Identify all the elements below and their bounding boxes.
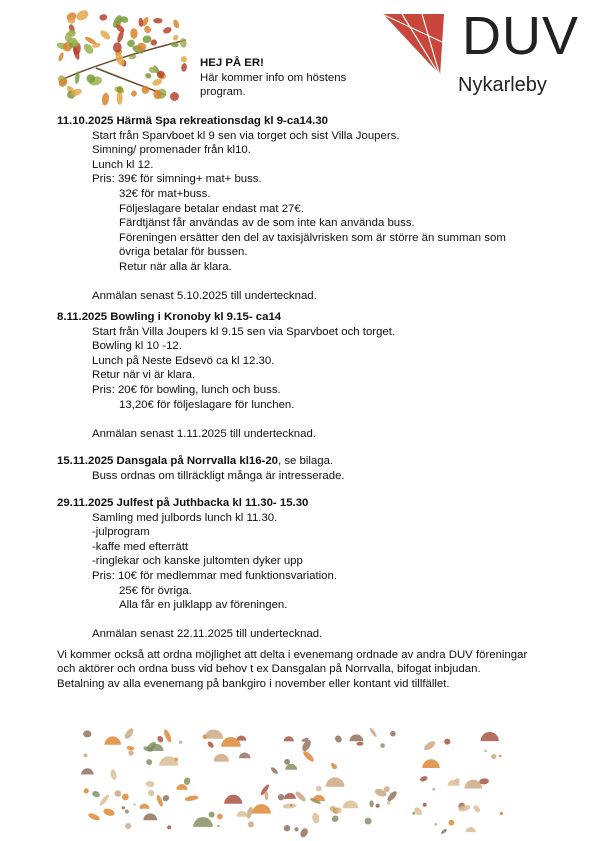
leaf-shape bbox=[117, 92, 123, 105]
pattern-umbrella-shape bbox=[104, 736, 121, 744]
pattern-umbrella-shape bbox=[237, 811, 248, 817]
pattern-leaf-shape bbox=[369, 728, 378, 738]
event-line: Lunch kl 12. bbox=[92, 158, 154, 171]
pattern-leaf-shape bbox=[369, 800, 373, 807]
footer-payment: Betalning av alla evenemang på bankgiro i november eller kontant vid tillfället. bbox=[57, 677, 450, 690]
leaf-shape bbox=[162, 26, 172, 35]
event-price-line: Föreningen ersätter den del av taxisjälvrisken som är större än summan som bbox=[119, 231, 506, 244]
pattern-leaf-shape bbox=[206, 740, 214, 749]
event-price-line: Följeslagare betalar endast mat 27€. bbox=[119, 202, 304, 215]
leaf-shape bbox=[180, 55, 188, 63]
pattern-leaf-shape bbox=[423, 739, 437, 752]
pattern-umbrella-shape bbox=[326, 777, 345, 786]
pattern-dot-shape bbox=[434, 823, 437, 826]
event-heading: 11.10.2025 Härmä Spa rekreationsdag kl 9-ca14.30 bbox=[57, 115, 329, 127]
leaf-shape bbox=[130, 28, 138, 39]
event-price: Pris: 10€ för medlemmar med funktionsvariation. bbox=[92, 569, 337, 582]
pattern-dot-shape bbox=[390, 731, 396, 737]
leaf-shape bbox=[99, 14, 108, 21]
pattern-leaf-shape bbox=[163, 728, 173, 743]
pattern-umbrella-shape bbox=[193, 817, 213, 827]
leaf-shape bbox=[144, 72, 152, 79]
pattern-leaf-shape bbox=[98, 793, 110, 806]
pattern-leaf-shape bbox=[146, 781, 155, 787]
pattern-leaf-shape bbox=[83, 730, 92, 737]
leaf-shape bbox=[116, 30, 125, 43]
pattern-dot-shape bbox=[84, 753, 88, 757]
pattern-leaf-shape bbox=[472, 804, 481, 813]
pattern-dot-shape bbox=[217, 825, 219, 827]
pattern-dot-shape bbox=[128, 750, 133, 755]
pattern-dot-shape bbox=[412, 812, 415, 815]
event-line: Start från Villa Joupers kl 9.15 sen via Sparvboet och torget. bbox=[92, 325, 396, 338]
event-line: Buss ordnas om tillräckligt många är intresserade. bbox=[92, 469, 345, 482]
pattern-dot-shape bbox=[284, 825, 290, 831]
autumn-leaves-illustration bbox=[56, 10, 194, 106]
footer-text bbox=[57, 648, 542, 691]
event-line: Lunch på Neste Edsevö ca kl 12.30. bbox=[92, 354, 275, 367]
pattern-umbrella-shape bbox=[214, 754, 229, 762]
pattern-leaf-shape bbox=[413, 806, 424, 817]
event-line: Retur när vi är klara. bbox=[92, 369, 196, 382]
event-bowling bbox=[57, 310, 557, 441]
greeting-title: HEJ PÅ ER! bbox=[200, 57, 264, 69]
umbrella-logo-icon bbox=[380, 12, 458, 78]
logo-name: DUV bbox=[462, 6, 580, 66]
pattern-dot-shape bbox=[125, 809, 129, 813]
pattern-leaf-shape bbox=[356, 742, 363, 746]
event-price: Pris: 39€ för simning+ mat+ buss. bbox=[92, 173, 262, 186]
pattern-leaf-shape bbox=[440, 828, 447, 835]
event-line: Simning/ promenader från kl10. bbox=[92, 144, 251, 157]
pattern-dot-shape bbox=[115, 790, 122, 797]
pattern-leaf-shape bbox=[161, 794, 170, 803]
pattern-umbrella-shape bbox=[313, 795, 325, 801]
greeting bbox=[200, 56, 380, 100]
pattern-dot-shape bbox=[284, 759, 290, 765]
leaf-shape bbox=[181, 63, 188, 72]
event-price-line: Färdtjänst får användas av de som inte kan använda buss. bbox=[119, 217, 415, 230]
event-line: Samling med julbords lunch kl 11.30. bbox=[92, 511, 278, 524]
leaf-shape bbox=[179, 38, 187, 49]
pattern-umbrella-shape bbox=[422, 759, 439, 768]
pattern-umbrella-shape bbox=[139, 804, 149, 809]
pattern-leaf-shape bbox=[294, 790, 307, 803]
pattern-dot-shape bbox=[387, 801, 391, 805]
pattern-dot-shape bbox=[290, 804, 292, 806]
pattern-dot-shape bbox=[122, 806, 125, 809]
event-registration: Anmälan senast 5.10.2025 till undertecknad. bbox=[92, 290, 317, 303]
event-price-line: Retur när alla är klara. bbox=[119, 260, 232, 273]
pattern-leaf-shape bbox=[443, 738, 451, 746]
pattern-umbrella-shape bbox=[481, 732, 499, 741]
pattern-leaf-shape bbox=[364, 817, 373, 825]
event-registration: Anmälan senast 1.11.2025 till undertecknad. bbox=[92, 427, 316, 440]
pattern-dot-shape bbox=[384, 786, 390, 792]
leaf-shape bbox=[172, 19, 180, 29]
pattern-leaf-shape bbox=[282, 803, 296, 809]
pattern-dot-shape bbox=[500, 812, 503, 815]
greeting-line: Här kommer info om höstens bbox=[200, 71, 347, 84]
pattern-umbrella-shape bbox=[176, 784, 187, 790]
event-price-line: 13,20€ för följeslagare för lunchen. bbox=[119, 398, 295, 411]
pattern-leaf-shape bbox=[270, 766, 279, 775]
leaf-shape bbox=[142, 35, 152, 44]
duv-logo bbox=[380, 6, 590, 100]
pattern-dot-shape bbox=[423, 803, 427, 807]
pattern-dot-shape bbox=[331, 763, 334, 766]
pattern-umbrella-shape bbox=[284, 736, 294, 741]
event-heading: 15.11.2025 Dansgala på Norrvalla kl16-20 bbox=[57, 455, 278, 467]
leaf-shape bbox=[130, 90, 137, 98]
logo-location: Nykarleby bbox=[458, 74, 547, 96]
event-line: Start från Sparvboet kl 9 sen via torget och sist Villa Joupers. bbox=[92, 129, 400, 142]
event-dansgala bbox=[57, 454, 557, 483]
pattern-leaf-shape bbox=[103, 807, 116, 817]
pattern-dot-shape bbox=[449, 820, 455, 826]
event-price-line: övriga betalar för bussen. bbox=[119, 246, 248, 259]
pattern-dot-shape bbox=[179, 741, 182, 744]
pattern-umbrella-shape bbox=[81, 768, 93, 774]
leaf-shape bbox=[143, 25, 153, 35]
pattern-leaf-shape bbox=[147, 788, 156, 797]
pattern-dot-shape bbox=[125, 823, 131, 829]
pattern-dot-shape bbox=[294, 827, 298, 831]
leaf-shape bbox=[153, 18, 162, 23]
pattern-dot-shape bbox=[380, 743, 385, 748]
pattern-dot-shape bbox=[122, 794, 129, 801]
pattern-leaf-shape bbox=[311, 812, 320, 824]
pattern-umbrella-shape bbox=[284, 793, 296, 799]
pattern-dot-shape bbox=[484, 750, 487, 753]
pattern-dot-shape bbox=[209, 812, 215, 818]
pattern-leaf-shape bbox=[299, 827, 310, 838]
pattern-leaf-shape bbox=[156, 735, 164, 744]
pattern-dot-shape bbox=[217, 814, 223, 820]
pattern-leaf-shape bbox=[419, 775, 428, 782]
leaf-shape bbox=[57, 52, 64, 62]
footer-paragraph: Vi kommer också att ordna möjlighet att delta i evenemang ordnade av andra DUV föreningar och aktörer och ordna buss vid behov t ex Dansgalan på Norrvalla, bifogat inbjudan. bbox=[57, 649, 528, 676]
pattern-leaf-shape bbox=[184, 795, 198, 802]
pattern-dot-shape bbox=[133, 803, 136, 806]
pattern-umbrella-shape bbox=[343, 800, 359, 808]
pattern-dot-shape bbox=[491, 754, 496, 759]
event-harma-spa bbox=[57, 114, 557, 304]
pattern-leaf-shape bbox=[123, 728, 135, 740]
pattern-umbrella-shape bbox=[143, 813, 157, 820]
pattern-leaf-shape bbox=[302, 750, 316, 763]
pattern-dot-shape bbox=[167, 825, 171, 829]
pattern-leaf-shape bbox=[183, 777, 191, 786]
event-heading: 29.11.2025 Julfest på Juthbacka kl 11.30- 15.30 bbox=[57, 497, 309, 509]
pattern-umbrella-shape bbox=[204, 729, 223, 738]
leaf-shape bbox=[82, 42, 95, 56]
event-line: -ringlekar och kanske jultomten dyker upp bbox=[92, 555, 303, 568]
event-line: Bowling kl 10 -12. bbox=[92, 340, 182, 353]
pattern-leaf-shape bbox=[145, 758, 153, 766]
pattern-leaf-shape bbox=[334, 734, 344, 744]
event-price-line: 32€ för mat+buss. bbox=[119, 187, 211, 200]
pattern-dot-shape bbox=[432, 788, 435, 791]
pattern-dot-shape bbox=[248, 821, 254, 827]
pattern-dot-shape bbox=[330, 806, 336, 812]
pattern-dot-shape bbox=[278, 794, 284, 800]
event-heading-suffix: , se bilaga. bbox=[278, 455, 334, 467]
leaf-shape bbox=[172, 34, 180, 42]
pattern-umbrella-shape bbox=[224, 795, 242, 804]
greeting-line: program. bbox=[200, 86, 246, 99]
pattern-leaf-shape bbox=[91, 790, 101, 798]
pattern-umbrella-shape bbox=[349, 734, 363, 741]
pattern-dot-shape bbox=[336, 807, 342, 813]
pattern-umbrella-shape bbox=[239, 752, 250, 758]
event-price-line: 25€ för övriga. bbox=[119, 584, 192, 597]
pattern-dot-shape bbox=[499, 755, 502, 758]
pattern-leaf-shape bbox=[87, 812, 100, 822]
leaf-shape bbox=[168, 90, 180, 102]
autumn-pattern-illustration bbox=[80, 728, 520, 838]
leaf-shape bbox=[101, 92, 109, 105]
pattern-dot-shape bbox=[316, 786, 322, 792]
pattern-leaf-shape bbox=[110, 769, 118, 781]
event-julfest bbox=[57, 496, 557, 642]
pattern-dot-shape bbox=[376, 804, 380, 808]
pattern-umbrella-shape bbox=[466, 827, 476, 832]
pattern-leaf-shape bbox=[156, 794, 165, 807]
event-price: Pris: 20€ för bowling, lunch och buss. bbox=[92, 383, 281, 396]
pattern-leaf-shape bbox=[331, 814, 340, 823]
pattern-leaf-shape bbox=[126, 745, 134, 750]
event-price-line: Alla får en julklapp av föreningen. bbox=[119, 599, 288, 612]
event-line: -julprogram bbox=[92, 526, 150, 539]
event-heading: 8.11.2025 Bowling i Kronoby kl 9.15- ca14 bbox=[57, 311, 282, 323]
event-line: -kaffe med efterrätt bbox=[92, 540, 189, 553]
event-registration: Anmälan senast 22.11.2025 till undertecknad. bbox=[92, 628, 323, 641]
pattern-dot-shape bbox=[84, 788, 89, 793]
pattern-umbrella-shape bbox=[252, 804, 271, 813]
leaf-shape bbox=[99, 29, 112, 42]
leaf-shape bbox=[75, 10, 91, 22]
